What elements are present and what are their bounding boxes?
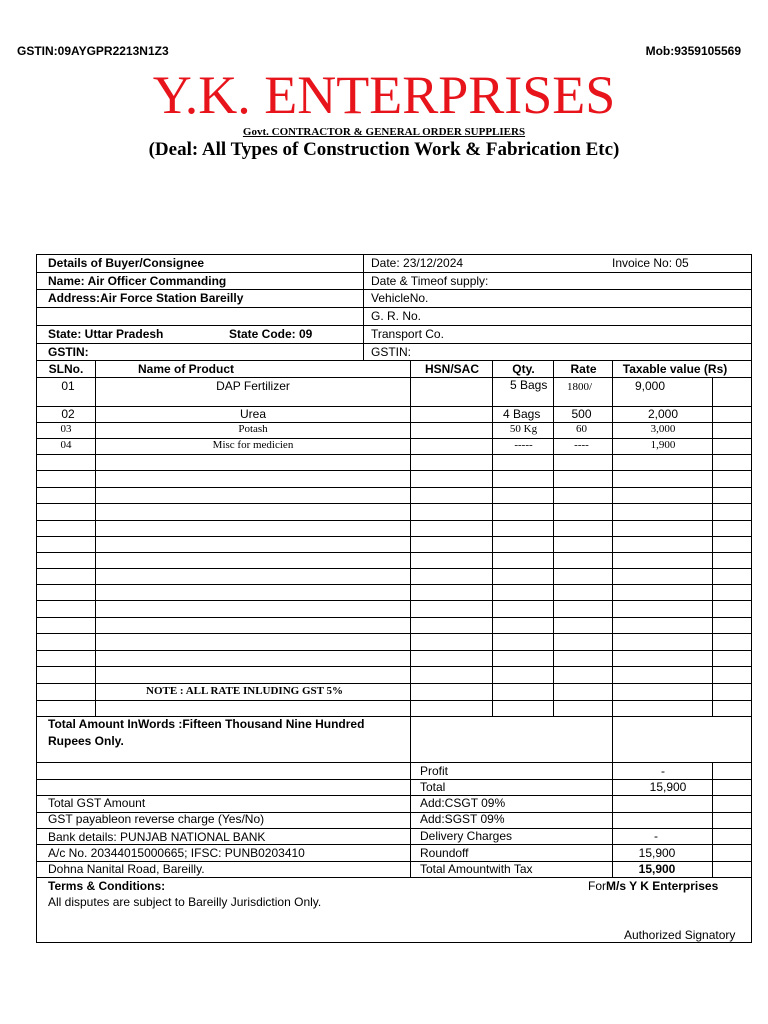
roundoff-label: Roundoff — [420, 846, 469, 860]
grid-line — [36, 600, 752, 601]
grid-line — [36, 568, 752, 569]
column-header-product: Name of Product — [138, 362, 235, 376]
buyer-state-code: State Code: 09 — [229, 327, 313, 341]
grand-total-label: Total Amountwith Tax — [420, 862, 533, 876]
invoice-number: Invoice No: 05 — [612, 256, 689, 270]
item-2-slno: 02 — [61, 407, 75, 421]
item-4-qty: ----- — [514, 439, 533, 451]
grid-line — [36, 343, 752, 344]
item-1-slno: 01 — [61, 379, 75, 393]
grid-line — [36, 360, 752, 361]
vehicle-number: VehicleNo. — [371, 291, 429, 305]
grid-line — [36, 584, 752, 585]
grid-line — [36, 552, 752, 553]
reverse-charge-label: GST payableon reverse charge (Yes/No) — [48, 812, 265, 826]
item-4-slno: 04 — [60, 439, 72, 451]
column-header-rate: Rate — [570, 362, 597, 376]
transport-company: Transport Co. — [371, 327, 444, 341]
grid-line — [36, 762, 752, 763]
for-company-name: M/s Y K Enterprises — [606, 879, 719, 893]
bank-details: Bank details: PUNJAB NATIONAL BANK — [48, 830, 266, 844]
gst-note: NOTE : ALL RATE INLUDING GST 5% — [146, 685, 344, 697]
item-2-value: 2,000 — [647, 407, 679, 421]
grid-line — [36, 650, 752, 651]
grid-line — [36, 536, 752, 537]
item-1-rate: 1800/ — [567, 381, 593, 393]
consignee-gstin: GSTIN: — [371, 345, 412, 359]
buyer-address: Address:Air Force Station Bareilly — [48, 291, 244, 305]
item-2-qty: 4 Bags — [503, 407, 541, 421]
item-2-rate: 500 — [571, 407, 592, 421]
buyer-gstin: GSTIN: — [48, 345, 89, 359]
company-tagline: Govt. CONTRACTOR & GENERAL ORDER SUPPLIERS — [242, 126, 526, 138]
column-header-slno: SLNo. — [48, 362, 84, 376]
grid-line — [36, 520, 752, 521]
grid-line — [36, 470, 752, 471]
grid-line — [36, 617, 752, 618]
grid-line — [363, 254, 364, 360]
item-3-slno: 03 — [60, 423, 72, 435]
grid-line — [492, 360, 493, 716]
profit-value: - — [661, 764, 665, 778]
cgst-label: Add:CSGT 09% — [420, 796, 506, 810]
item-4-rate: ---- — [574, 439, 589, 451]
buyer-state: State: Uttar Pradesh — [48, 327, 164, 341]
total-label: Total — [420, 780, 446, 794]
item-1-product: DAP Fertilizer — [216, 379, 290, 393]
item-3-rate: 60 — [576, 423, 587, 435]
buyer-name: Name: Air Officer Commanding — [48, 274, 227, 288]
delivery-charges-label: Delivery Charges — [420, 829, 513, 843]
amount-in-words-line-1: Total Amount InWords :Fifteen Thousand Nine Hundred — [48, 717, 365, 731]
grid-line — [36, 700, 752, 701]
grid-line — [36, 487, 752, 488]
grid-line — [36, 666, 752, 667]
grid-line — [36, 503, 752, 504]
column-header-qty: Qty. — [512, 362, 535, 376]
grid-line — [36, 325, 752, 326]
grid-line — [410, 360, 411, 716]
grid-line — [36, 683, 752, 684]
seller-mobile: Mob:9359105569 — [645, 44, 741, 58]
item-4-product: Misc for medicien — [212, 439, 294, 451]
item-3-value: 3,000 — [650, 423, 676, 435]
company-name: Y.K. ENTERPRISES — [152, 65, 616, 125]
roundoff-value: 15,900 — [638, 846, 676, 860]
item-1-value: 9,000 — [635, 379, 666, 393]
grid-line — [36, 454, 752, 455]
grid-line — [36, 633, 752, 634]
buyer-heading: Details of Buyer/Consignee — [48, 256, 205, 270]
grid-line — [36, 307, 752, 308]
seller-gstin: GSTIN:09AYGPR2213N1Z3 — [17, 44, 169, 58]
for-company-line — [588, 879, 718, 893]
grid-line — [36, 289, 752, 290]
profit-label: Profit — [420, 764, 449, 778]
authorized-signatory: Authorized Signatory — [624, 928, 736, 942]
item-3-qty: 50 Kg — [509, 423, 538, 435]
grid-line — [36, 377, 752, 378]
bank-account: A/c No. 20344015000665; IFSC: PUNB0203410 — [48, 846, 305, 860]
company-deal-line: (Deal: All Types of Construction Work & Fabrication Etc) — [148, 139, 620, 160]
grid-line — [36, 844, 752, 845]
gr-number: G. R. No. — [371, 309, 422, 323]
grand-total-value: 15,900 — [638, 862, 676, 876]
grid-line — [36, 877, 752, 878]
delivery-charges-value: - — [654, 829, 658, 843]
item-4-value: 1,900 — [650, 439, 676, 451]
grid-line — [410, 716, 411, 877]
terms-text: All disputes are subject to Bareilly Jurisdiction Only. — [48, 895, 322, 909]
grid-line — [36, 272, 752, 273]
for-prefix: For — [588, 879, 606, 893]
total-value: 15,900 — [649, 780, 687, 794]
total-gst-amount-label: Total GST Amount — [48, 796, 146, 810]
date-time-of-supply: Date & Timeof supply: — [371, 274, 489, 288]
terms-heading: Terms & Conditions: — [48, 879, 166, 893]
bank-address: Dohna Nanital Road, Bareilly. — [48, 862, 205, 876]
column-header-hsn: HSN/SAC — [424, 362, 479, 376]
item-2-product: Urea — [239, 407, 266, 421]
item-1-qty: 5 Bags — [510, 378, 548, 392]
amount-in-words-line-2: Rupees Only. — [48, 734, 124, 748]
column-header-taxable-value: Taxable value (Rs) — [622, 362, 728, 376]
item-3-product: Potash — [238, 423, 268, 435]
sgst-label: Add:SGST 09% — [420, 812, 505, 826]
invoice-date: Date: 23/12/2024 — [371, 256, 464, 270]
